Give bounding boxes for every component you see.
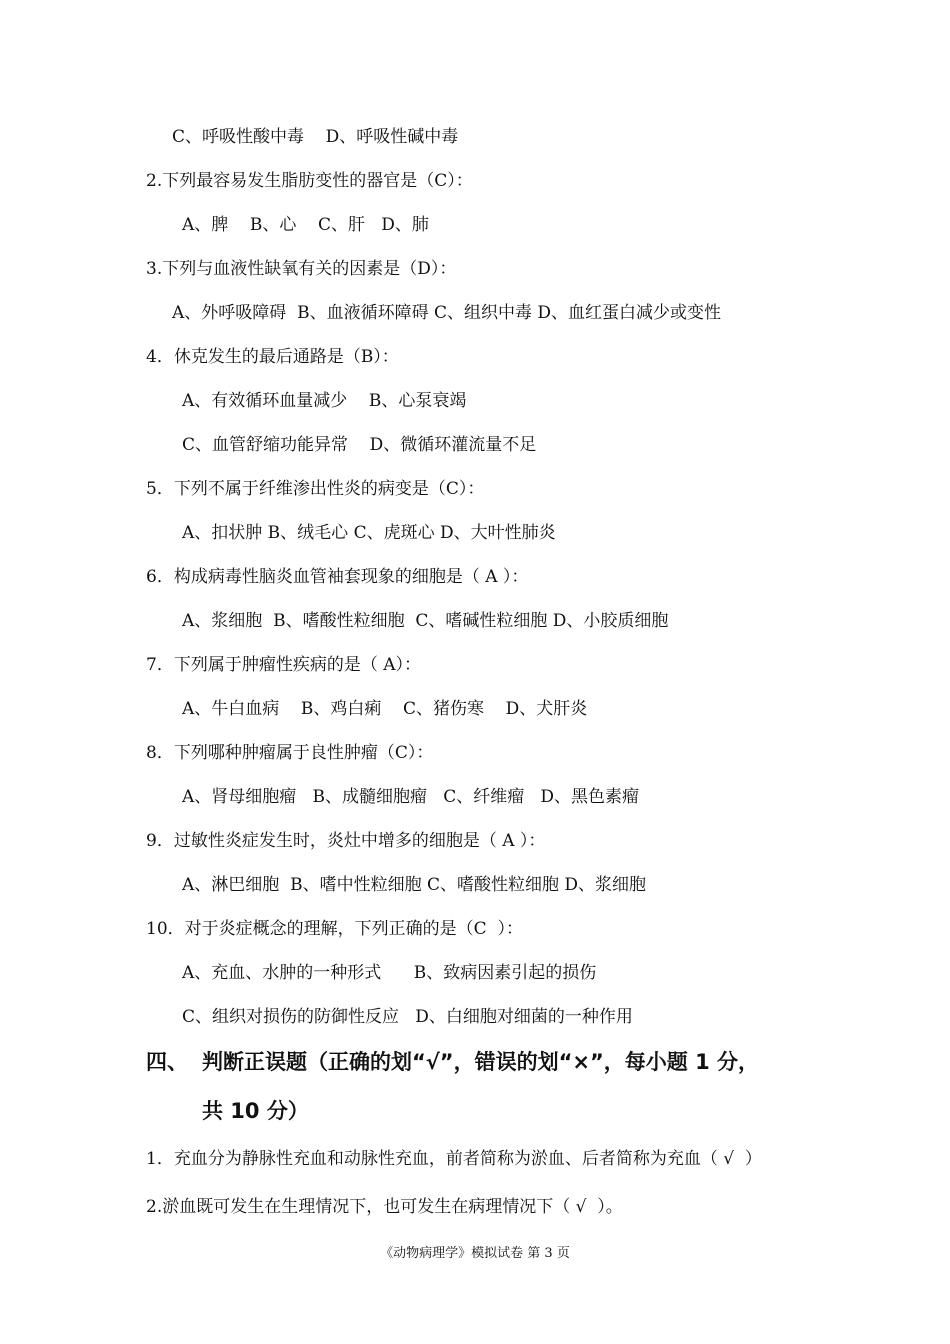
option-line: A、有效循环血量减少 B、心泵衰竭	[182, 391, 467, 411]
option-line: A、浆细胞 B、嗜酸性粒细胞 C、嗜碱性粒细胞 D、小胶质细胞	[182, 611, 669, 631]
section-number: 四、	[146, 1050, 188, 1074]
question-line: 2.下列最容易发生脂肪变性的器官是（C）：	[146, 171, 473, 191]
option-line: A、淋巴细胞 B、嗜中性粒细胞 C、嗜酸性粒细胞 D、浆细胞	[182, 875, 647, 895]
option-line: A、脾 B、心 C、肝 D、肺	[182, 215, 429, 235]
page-footer: 《动物病理学》模拟试卷 第 3 页	[380, 1246, 570, 1261]
judgment-item: 1．充血分为静脉性充血和动脉性充血，前者简称为淤血、后者简称为充血（ √ ）	[146, 1149, 762, 1169]
section-title-continued: 共 10 分）	[202, 1099, 309, 1123]
question-line: 9．过敏性炎症发生时，炎灶中增多的细胞是（ A ）：	[146, 831, 546, 851]
question-line: 10．对于炎症概念的理解，下列正确的是（C ）：	[146, 919, 523, 939]
question-line: 6．构成病毒性脑炎血管袖套现象的细胞是（ A ）：	[146, 567, 529, 587]
question-line: 3.下列与血液性缺氧有关的因素是（D）：	[146, 259, 457, 279]
option-line: C、组织对损伤的防御性反应 D、白细胞对细菌的一种作用	[182, 1007, 633, 1027]
option-line: A、牛白血病 B、鸡白痢 C、猪伤寒 D、犬肝炎	[182, 699, 588, 719]
option-line: A、外呼吸障碍 B、血液循环障碍 C、组织中毒 D、血红蛋白减少或变性	[172, 303, 722, 323]
judgment-item: 2.淤血既可发生在生理情况下，也可发生在病理情况下（ √ ）。	[146, 1197, 623, 1217]
question-line: 5．下列不属于纤维渗出性炎的病变是（C）：	[146, 479, 485, 499]
option-line: A、肾母细胞瘤 B、成髓细胞瘤 C、纤维瘤 D、黑色素瘤	[182, 787, 640, 807]
question-line: 7．下列属于肿瘤性疾病的是（ A）：	[146, 655, 421, 675]
option-line: C、血管舒缩功能异常 D、微循环灌流量不足	[182, 435, 537, 455]
question-line: 4．休克发生的最后通路是（B）：	[146, 347, 399, 367]
option-line: A、扣状肿 B、绒毛心 C、虎斑心 D、大叶性肺炎	[182, 523, 556, 543]
option-line: A、充血、水肿的一种形式 B、致病因素引起的损伤	[182, 963, 597, 983]
section-title: 判断正误题（正确的划“√”，错误的划“×”，每小题 1 分，	[202, 1050, 760, 1074]
option-line: C、呼吸性酸中毒 D、呼吸性碱中毒	[172, 127, 459, 147]
question-line: 8．下列哪种肿瘤属于良性肿瘤（C）：	[146, 743, 434, 763]
